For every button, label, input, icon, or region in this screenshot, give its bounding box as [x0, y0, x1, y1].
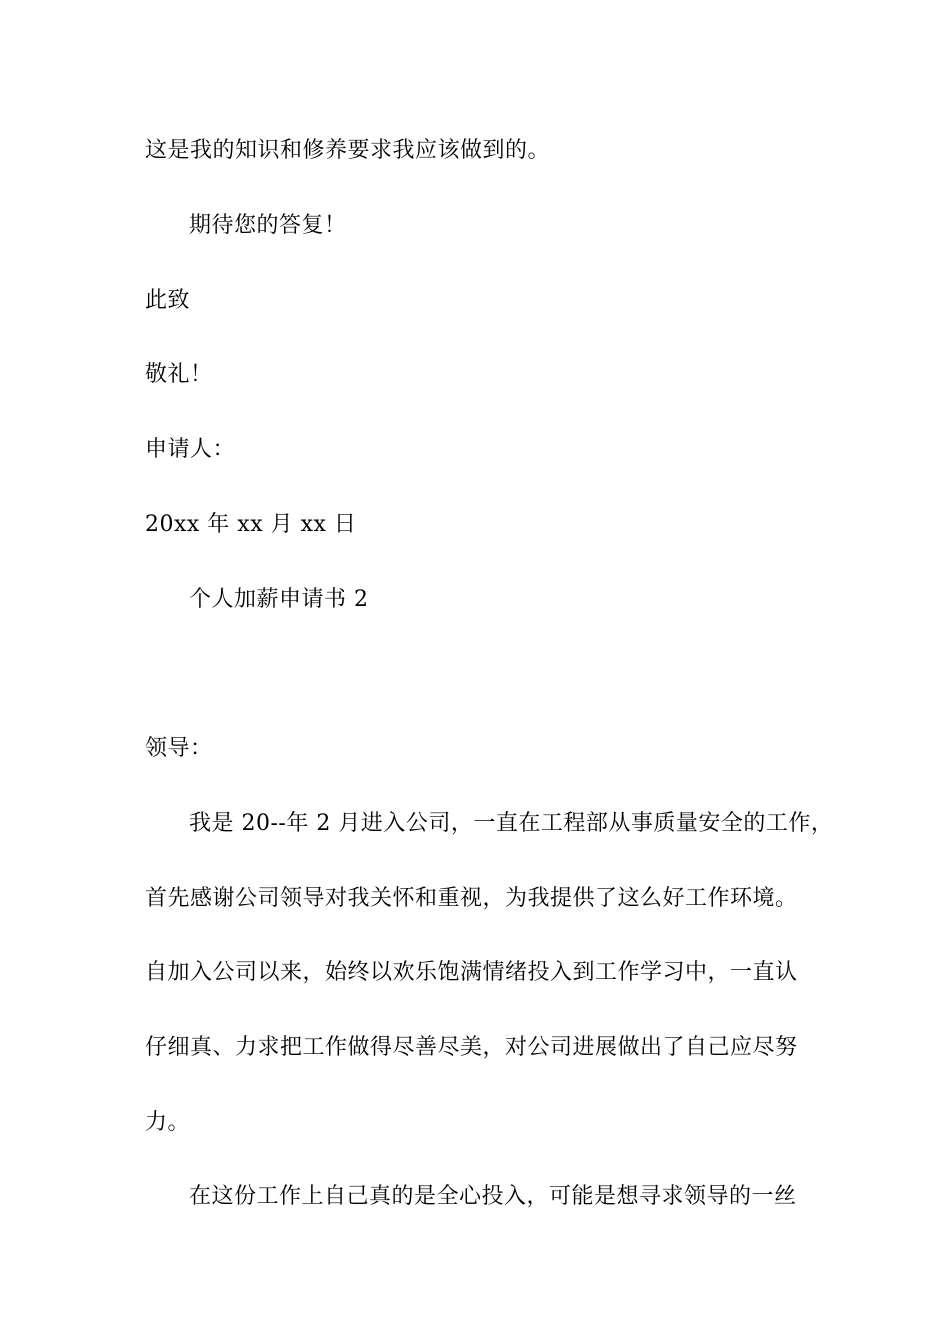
applicant-label: 申请人： — [145, 437, 236, 462]
salutation-cizhi: 此致 — [145, 288, 191, 313]
closing-expectation: 期待您的答复！ — [189, 213, 347, 238]
body-text-line: 力。 — [145, 1110, 191, 1135]
body-text-line: 首先感谢公司领导对我关怀和重视，为我提供了这么好工作环境。 — [145, 886, 798, 911]
body-text-line: 自加入公司以来，始终以欢乐饱满情绪投入到工作学习中，一直认 — [145, 960, 798, 985]
salutation-jingli: 敬礼！ — [145, 362, 213, 387]
date-line: 20xx 年 xx 月 xx 日 — [145, 512, 357, 537]
body-text-line: 我是 20--年 2 月进入公司，一直在工程部从事质量安全的工作， — [189, 811, 834, 836]
body-text-line: 仔细真、力求把工作做得尽善尽美，对公司进展做出了自己应尽努 — [145, 1035, 798, 1060]
body-text-line: 在这份工作上自己真的是全心投入，可能是想寻求领导的一丝 — [189, 1184, 797, 1209]
section-title: 个人加薪申请书 2 — [189, 587, 369, 612]
body-text-line: 这是我的知识和修养要求我应该做到的。 — [145, 138, 551, 163]
addressee: 领导： — [145, 736, 213, 761]
